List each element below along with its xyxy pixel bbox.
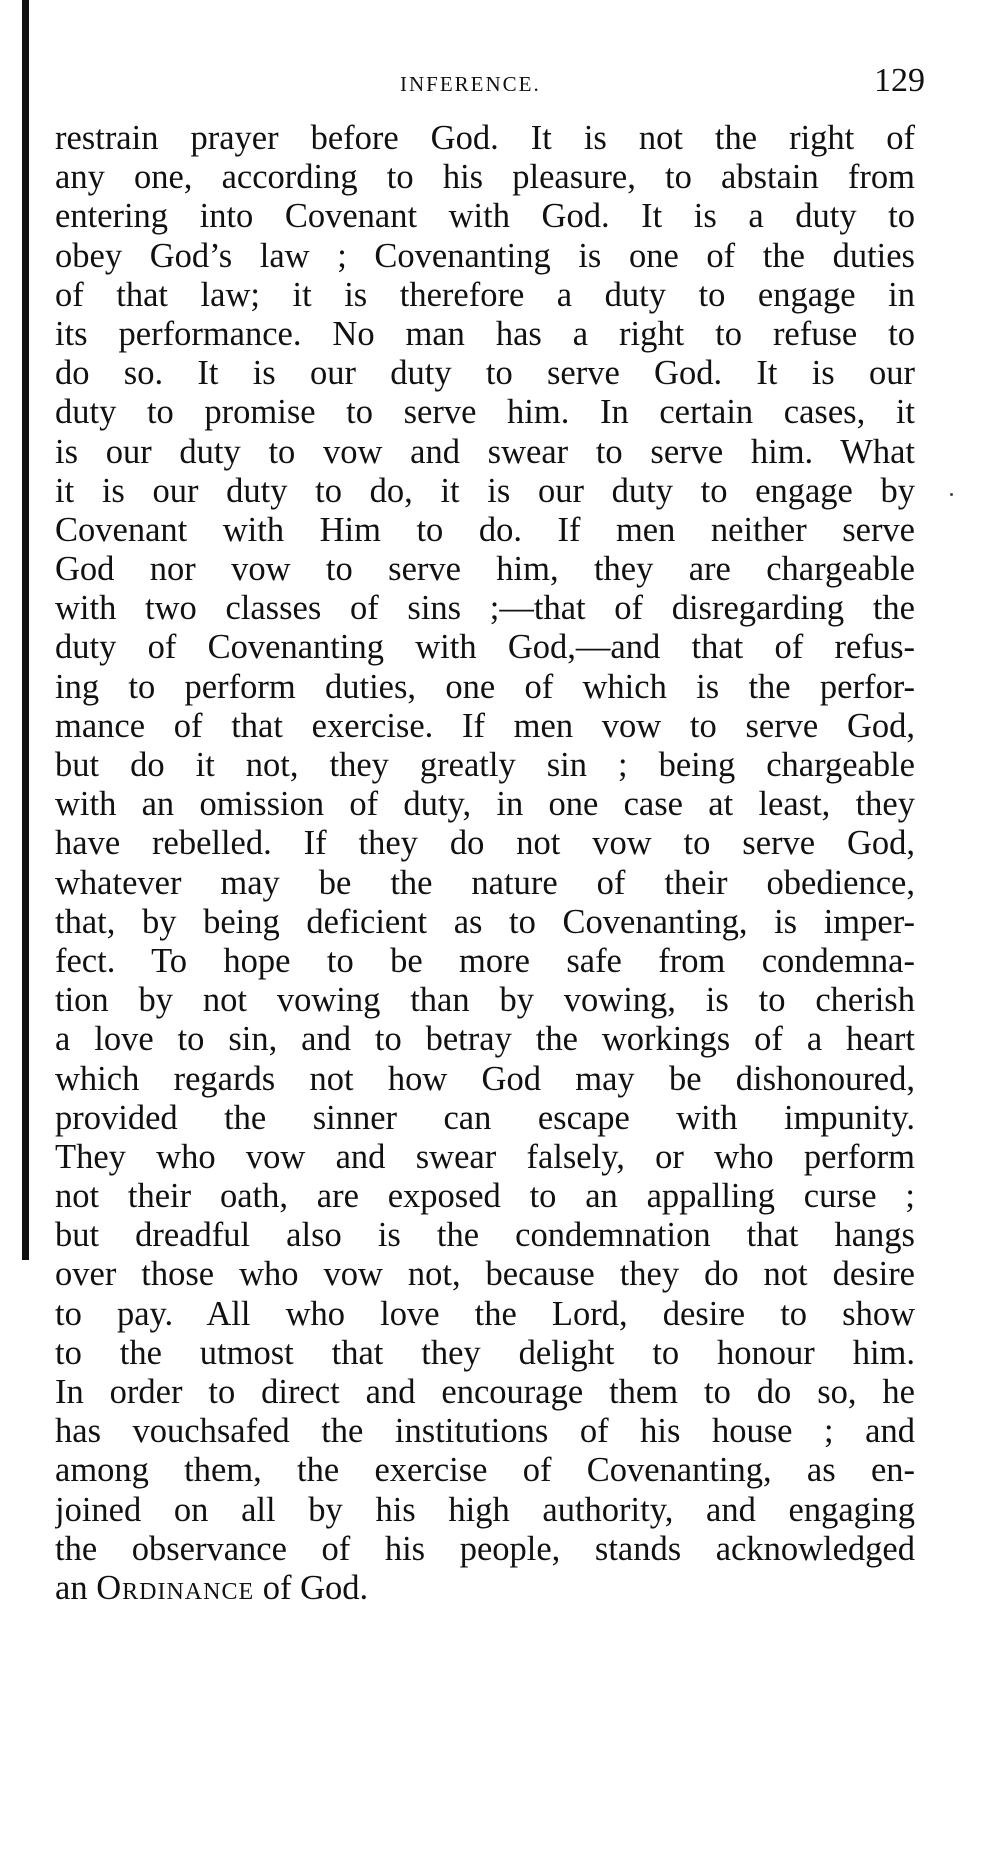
text-line: any one, according to his pleasure, to abstain from	[55, 158, 915, 197]
text-line: among them, the exercise of Covenanting, as en-	[55, 1451, 915, 1490]
final-line-prefix: an	[55, 1568, 88, 1607]
text-line: the observance of his people, stands acknowledged	[55, 1529, 915, 1568]
text-line: duty to promise to serve him. In certain cases, it	[55, 393, 915, 432]
text-line: Covenant with Him to do. If men neither serve	[55, 510, 915, 549]
final-line	[55, 1569, 915, 1608]
text-line: with an omission of duty, in one case at least, they	[55, 785, 915, 824]
text-line: it is our duty to do, it is our duty to engage by	[55, 471, 915, 510]
text-line: has vouchsafed the institutions of his house ; and	[55, 1412, 915, 1451]
text-line: tion by not vowing than by vowing, is to cherish	[55, 981, 915, 1020]
text-line: to pay. All who love the Lord, desire to show	[55, 1294, 915, 1333]
text-line: to the utmost that they delight to honour him.	[55, 1333, 915, 1372]
text-line: fect. To hope to be more safe from condemna-	[55, 941, 915, 980]
text-line: of that law; it is therefore a duty to engage in	[55, 275, 915, 314]
print-speck	[950, 493, 953, 496]
text-line: entering into Covenant with God. It is a duty to	[55, 197, 915, 236]
ordinance-emphasis: Ordinance	[96, 1568, 255, 1607]
text-line: ing to perform duties, one of which is the perfor-	[55, 667, 915, 706]
text-line: provided the sinner can escape with impunity.	[55, 1098, 915, 1137]
text-line: obey God’s law ; Covenanting is one of the duties	[55, 236, 915, 275]
text-line: whatever may be the nature of their obedience,	[55, 863, 915, 902]
final-line-suffix: of God.	[262, 1568, 369, 1607]
text-line: but do it not, they greatly sin ; being chargeable	[55, 746, 915, 784]
text-line: which regards not how God may be dishonoured,	[55, 1059, 915, 1098]
text-line: have rebelled. If they do not vow to serve God,	[55, 824, 915, 863]
text-line: In order to direct and encourage them to do so, he	[55, 1373, 915, 1411]
page-number: 129	[874, 62, 925, 99]
text-line: God nor vow to serve him, they are chargeable	[55, 550, 915, 589]
text-line: not their oath, are exposed to an appalling curse ;	[55, 1177, 915, 1216]
text-line: a love to sin, and to betray the workings of a heart	[55, 1020, 915, 1059]
running-head	[55, 62, 925, 108]
text-line: that, by being deficient as to Covenanting, is imper-	[55, 902, 915, 941]
text-line: duty of Covenanting with God,—and that of refus-	[55, 628, 915, 667]
text-line: but dreadful also is the condemnation that hangs	[55, 1216, 915, 1255]
text-line: over those who vow not, because they do not desire	[55, 1255, 915, 1294]
running-head-title: INFERENCE.	[400, 72, 541, 96]
body-text	[55, 119, 915, 1608]
text-line: mance of that exercise. If men vow to serve God,	[55, 706, 915, 745]
text-line: its performance. No man has a right to refuse to	[55, 314, 915, 353]
text-line: is our duty to vow and swear to serve him. What	[55, 432, 915, 471]
text-line: with two classes of sins ;—that of disregarding the	[55, 589, 915, 628]
page-binding-edge	[22, 0, 29, 1260]
text-line: They who vow and swear falsely, or who perform	[55, 1137, 915, 1176]
text-line: joined on all by his high authority, and engaging	[55, 1490, 915, 1529]
text-line: do so. It is our duty to serve God. It is our	[55, 354, 915, 393]
text-line: restrain prayer before God. It is not the right of	[55, 119, 915, 157]
